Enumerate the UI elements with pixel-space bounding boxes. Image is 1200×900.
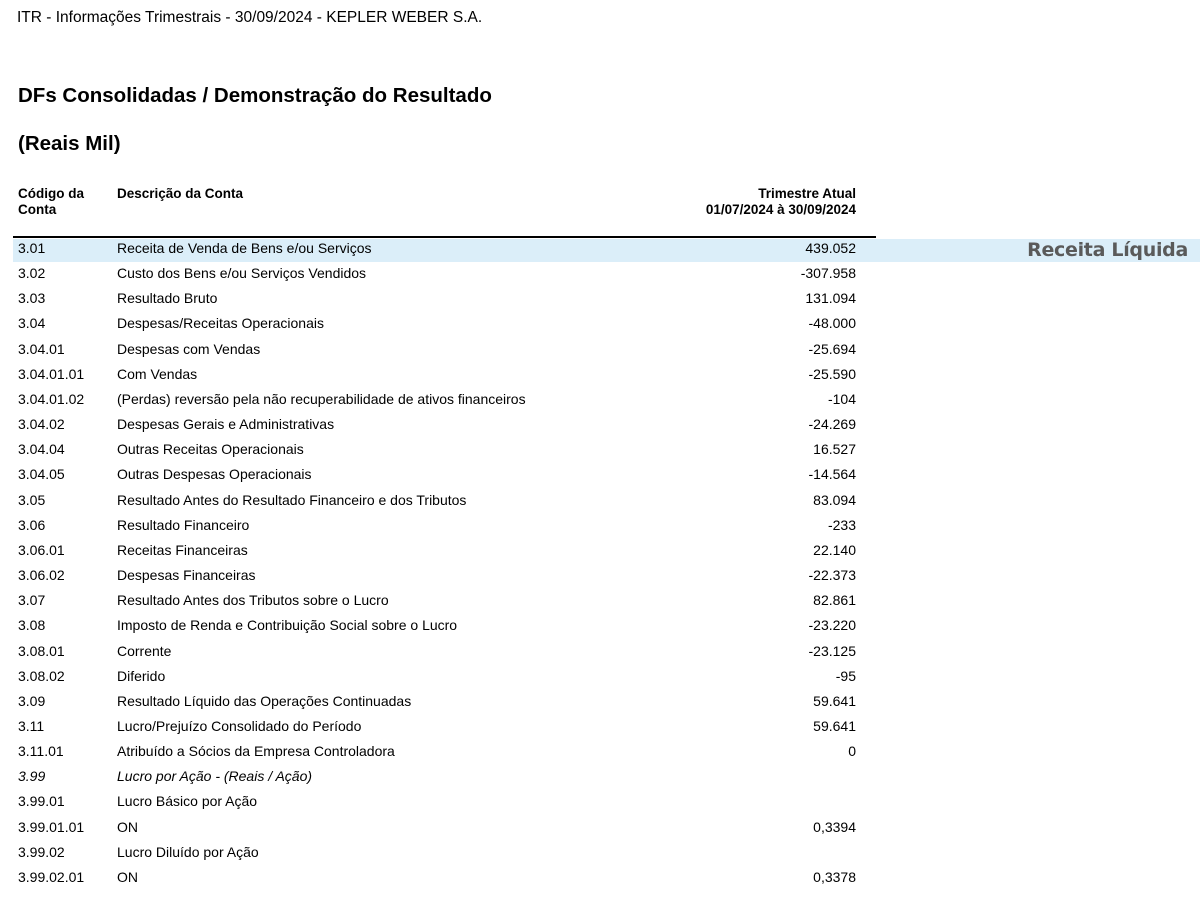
account-value: -48.000 bbox=[808, 315, 856, 332]
account-value: 0,3394 bbox=[813, 818, 856, 835]
account-value: 22.140 bbox=[813, 541, 856, 558]
table-row bbox=[0, 236, 900, 261]
account-value: -24.269 bbox=[808, 416, 856, 433]
table-row bbox=[0, 815, 900, 840]
table-row bbox=[0, 613, 900, 638]
table-row bbox=[0, 311, 900, 336]
account-value: 59.641 bbox=[813, 692, 856, 709]
account-code: 3.04.01.01 bbox=[18, 365, 85, 382]
statement-title: DFs Consolidadas / Demonstração do Resultado bbox=[18, 84, 492, 107]
account-code: 3.09 bbox=[18, 692, 46, 709]
table-row bbox=[0, 337, 900, 362]
income-statement-table bbox=[0, 236, 900, 890]
account-value: 83.094 bbox=[813, 491, 856, 508]
account-value: -95 bbox=[835, 667, 856, 684]
table-row bbox=[0, 689, 900, 714]
account-value: -307.958 bbox=[800, 265, 856, 282]
account-code: 3.08.01 bbox=[18, 642, 65, 659]
account-description: Despesas Financeiras bbox=[117, 567, 256, 584]
table-row bbox=[0, 387, 900, 412]
account-description: Atribuído a Sócios da Empresa Controladora bbox=[117, 743, 395, 760]
table-row bbox=[0, 639, 900, 664]
table-row bbox=[0, 588, 900, 613]
account-code: 3.11.01 bbox=[18, 743, 64, 760]
account-code: 3.08.02 bbox=[18, 667, 65, 684]
table-row bbox=[0, 789, 900, 814]
account-code: 3.04 bbox=[18, 315, 46, 332]
account-description: ON bbox=[117, 818, 138, 835]
account-code: 3.99 bbox=[18, 768, 46, 785]
account-description: (Perdas) reversão pela não recuperabilidade de ativos financeiros bbox=[117, 390, 526, 407]
table-row bbox=[0, 538, 900, 563]
account-value: -104 bbox=[827, 390, 856, 407]
account-code: 3.04.01 bbox=[18, 340, 65, 357]
account-description: Outras Receitas Operacionais bbox=[117, 441, 304, 458]
account-value: -25.590 bbox=[808, 365, 856, 382]
account-description: Lucro Diluído por Ação bbox=[117, 843, 259, 860]
account-value: 82.861 bbox=[813, 592, 856, 609]
account-code: 3.99.02 bbox=[18, 843, 65, 860]
account-description: Despesas/Receitas Operacionais bbox=[117, 315, 324, 332]
account-value: -22.373 bbox=[808, 567, 856, 584]
account-code: 3.06.02 bbox=[18, 567, 65, 584]
account-description: Lucro/Prejuízo Consolidado do Período bbox=[117, 717, 362, 734]
account-code: 3.01 bbox=[18, 240, 46, 256]
account-code: 3.08 bbox=[18, 617, 46, 634]
account-value: 59.641 bbox=[813, 717, 856, 734]
account-description: Custo dos Bens e/ou Serviços Vendidos bbox=[117, 265, 367, 282]
account-description: Lucro Básico por Ação bbox=[117, 793, 258, 810]
account-description: Resultado Financeiro bbox=[117, 516, 250, 533]
table-row bbox=[0, 362, 900, 387]
column-header-period bbox=[600, 186, 856, 218]
account-description: Resultado Líquido das Operações Continuadas bbox=[117, 692, 412, 709]
account-code: 3.06.01 bbox=[18, 541, 65, 558]
account-value: 16.527 bbox=[813, 441, 856, 458]
table-row bbox=[0, 714, 900, 739]
table-row bbox=[0, 286, 900, 311]
column-header-description: Descrição da Conta bbox=[117, 186, 244, 201]
account-value: -233 bbox=[827, 516, 856, 533]
account-description: Com Vendas bbox=[117, 365, 198, 382]
account-description: Outras Despesas Operacionais bbox=[117, 466, 312, 483]
column-header-period-line1: Trimestre Atual bbox=[758, 186, 856, 201]
column-header-code-line2: Conta bbox=[18, 202, 57, 217]
document-header: ITR - Informações Trimestrais - 30/09/2024 - KEPLER WEBER S.A. bbox=[17, 9, 483, 26]
account-code: 3.99.01 bbox=[18, 793, 65, 810]
account-description: Lucro por Ação - (Reais / Ação) bbox=[117, 768, 313, 785]
account-description: Receitas Financeiras bbox=[117, 541, 248, 558]
account-code: 3.99.02.01 bbox=[18, 868, 85, 885]
account-description: Imposto de Renda e Contribuição Social sobre o Lucro bbox=[117, 617, 458, 634]
table-row bbox=[0, 437, 900, 462]
account-code: 3.04.02 bbox=[18, 416, 65, 433]
account-value: -25.694 bbox=[808, 340, 856, 357]
table-row bbox=[0, 261, 900, 286]
account-value: 0,3378 bbox=[813, 868, 856, 885]
account-code: 3.11 bbox=[18, 717, 45, 734]
column-header-code bbox=[18, 186, 108, 218]
account-description: Despesas Gerais e Administrativas bbox=[117, 416, 335, 433]
column-header-code-line1: Código da bbox=[18, 186, 84, 201]
table-row bbox=[0, 865, 900, 890]
account-value: 439.052 bbox=[805, 240, 856, 256]
account-code: 3.05 bbox=[18, 491, 46, 508]
account-code: 3.04.05 bbox=[18, 466, 65, 483]
table-row bbox=[0, 513, 900, 538]
account-value: -23.220 bbox=[808, 617, 856, 634]
account-value: 131.094 bbox=[805, 290, 856, 307]
table-row bbox=[0, 412, 900, 437]
account-value: 0 bbox=[848, 743, 856, 760]
account-description: ON bbox=[117, 868, 138, 885]
currency-unit-label: (Reais Mil) bbox=[18, 132, 121, 155]
account-description: Diferido bbox=[117, 667, 166, 684]
table-row bbox=[0, 764, 900, 789]
account-code: 3.07 bbox=[18, 592, 46, 609]
account-description: Despesas com Vendas bbox=[117, 340, 261, 357]
account-value: -23.125 bbox=[808, 642, 856, 659]
account-code: 3.04.04 bbox=[18, 441, 65, 458]
table-row bbox=[0, 488, 900, 513]
account-code: 3.99.01.01 bbox=[18, 818, 85, 835]
table-row bbox=[0, 840, 900, 865]
account-value: -14.564 bbox=[808, 466, 856, 483]
account-description: Resultado Antes dos Tributos sobre o Lucro bbox=[117, 592, 389, 609]
account-description: Resultado Bruto bbox=[117, 290, 218, 307]
table-row bbox=[0, 563, 900, 588]
account-code: 3.06 bbox=[18, 516, 46, 533]
account-code: 3.03 bbox=[18, 290, 46, 307]
column-header-period-line2: 01/07/2024 à 30/09/2024 bbox=[705, 202, 856, 217]
account-code: 3.04.01.02 bbox=[18, 390, 85, 407]
account-code: 3.02 bbox=[18, 265, 46, 282]
account-description: Resultado Antes do Resultado Financeiro e dos Tributos bbox=[117, 491, 467, 508]
table-row bbox=[0, 739, 900, 764]
table-row bbox=[0, 462, 900, 487]
account-description: Corrente bbox=[117, 642, 172, 659]
account-description: Receita de Venda de Bens e/ou Serviços bbox=[117, 240, 372, 256]
net-revenue-callout: Receita Líquida bbox=[1027, 239, 1188, 261]
table-row bbox=[0, 664, 900, 689]
